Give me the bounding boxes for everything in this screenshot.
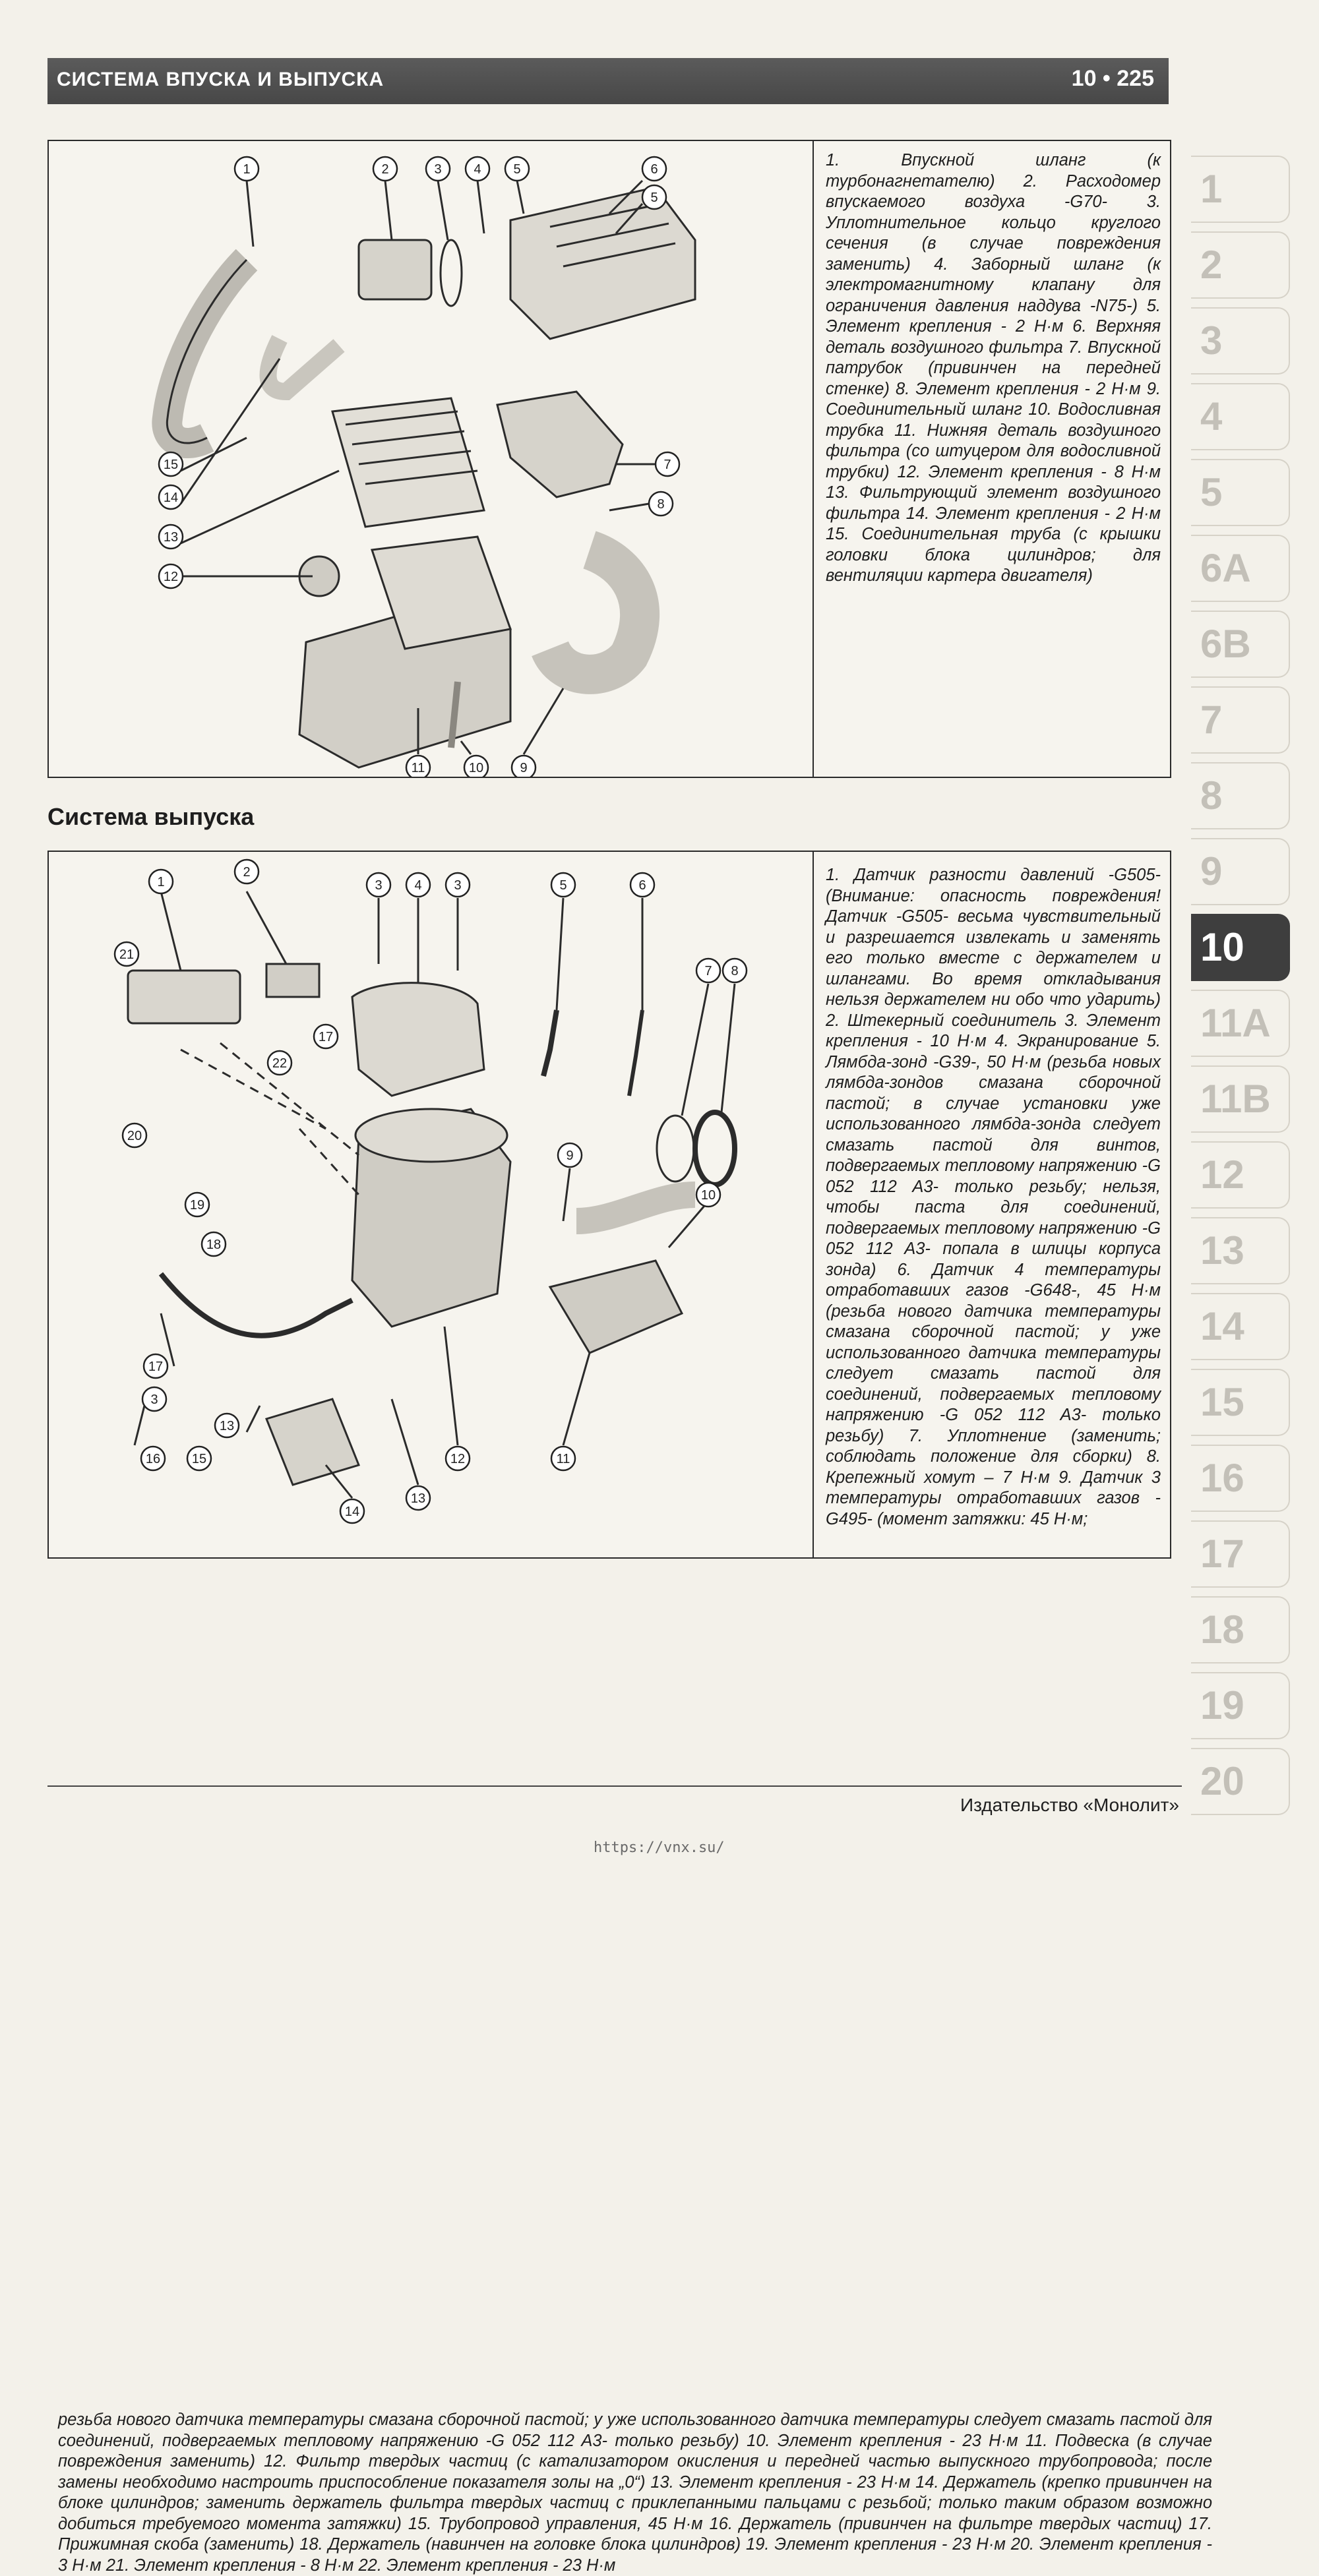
svg-text:20: 20 bbox=[127, 1129, 142, 1143]
chapter-tab-5[interactable]: 5 bbox=[1191, 459, 1290, 526]
exhaust-diagram bbox=[49, 852, 814, 1557]
svg-text:12: 12 bbox=[450, 1452, 466, 1466]
svg-text:5: 5 bbox=[513, 162, 521, 177]
intake-exploded-view bbox=[49, 141, 813, 777]
chapter-tab-1[interactable]: 1 bbox=[1191, 156, 1290, 223]
chapter-tab-11b[interactable]: 11B bbox=[1191, 1065, 1290, 1133]
svg-text:9: 9 bbox=[566, 1149, 574, 1163]
publisher-name: Издательство «Монолит» bbox=[960, 1795, 1179, 1815]
svg-text:8: 8 bbox=[657, 497, 665, 512]
svg-text:7: 7 bbox=[704, 964, 712, 978]
svg-text:13: 13 bbox=[163, 530, 179, 545]
exhaust-legend-side: 1. Датчик разности давлений -G505- (Внимание: опасность повреждения! Датчик -G505- весьма чувствительный и разрешается извлекать и заменять его только вместе с держателем и шлангами. Во время откладывания нельзя держателем ни обо что ударить) 2. Штекерный соединитель 3. Элемент крепления - 10 Н·м 4. Экранирование 5. Лямбда-зонд -G39-, 50 Н·м (резьба новых лямбда-зондов смазана сборочной пастой; в случае установки уже использованного лямбда-зонда следует смазать пастой для винтов, подвергаемых тепловому напряжению -G 052 112 A3- только резьбу; нельзя, чтобы паста для соединений, подвергаемых тепловому напряжению -G 052 112 A3- попала в шлицы корпуса зонда) 6. Датчик 4 температуры отработавших газов -G648-, 45 Н·м (резьба нового датчика температуры смазана сборочной пастой; у уже использованного датчика температуры следует смазать пастой для соединений, подвергаемых тепловому напряжению -G 052 112 A3- только резьбу) 7. Уплотнение (заменить; соблюдать положение для сборки) 8. Крепежный хомут – 7 Н·м 9. Датчик 3 температуры отработавших газов -G495- (момент затяжки: 45 Н·м; bbox=[826, 866, 1161, 1528]
svg-text:10: 10 bbox=[700, 1188, 716, 1203]
chapter-tab-6b[interactable]: 6B bbox=[1191, 611, 1290, 678]
page-header bbox=[47, 58, 1169, 104]
chapter-tab-3[interactable]: 3 bbox=[1191, 307, 1290, 374]
chapter-tab-7[interactable]: 7 bbox=[1191, 686, 1290, 754]
chapter-tab-9[interactable]: 9 bbox=[1191, 838, 1290, 905]
svg-text:6: 6 bbox=[650, 162, 658, 177]
chapter-tab-14[interactable]: 14 bbox=[1191, 1293, 1290, 1360]
chapter-tab-4[interactable]: 4 bbox=[1191, 383, 1290, 450]
svg-text:19: 19 bbox=[189, 1198, 205, 1213]
svg-text:15: 15 bbox=[163, 458, 179, 472]
svg-text:1: 1 bbox=[157, 875, 165, 889]
chapter-tab-13[interactable]: 13 bbox=[1191, 1217, 1290, 1284]
svg-text:18: 18 bbox=[206, 1238, 222, 1252]
svg-text:4: 4 bbox=[474, 162, 481, 177]
intake-panel bbox=[47, 140, 1171, 778]
svg-text:2: 2 bbox=[381, 162, 389, 177]
svg-text:5: 5 bbox=[559, 878, 567, 893]
svg-text:3: 3 bbox=[434, 162, 442, 177]
svg-text:10: 10 bbox=[468, 761, 484, 775]
svg-text:17: 17 bbox=[318, 1030, 334, 1044]
chapter-tab-2[interactable]: 2 bbox=[1191, 231, 1290, 299]
svg-text:15: 15 bbox=[191, 1452, 207, 1466]
intake-legend: 1. Впускной шланг (к турбонагнетателю) 2. Расходомер впускаемого воздуха -G70- 3. Уплотнительное кольцо круглого сечения (в случае повреждения заменить) 4. Заборный шланг (к электромагнитному клапану для ограничения давления наддува -N75-) 5. Элемент крепления - 2 Н·м 6. Верхняя деталь воздушного фильтра 7. Впускной патрубок (привинчен на передней стенке) 8. Элемент крепления - 2 Н·м 9. Соединительный шланг 10. Водосливная трубка 11. Нижняя деталь воздушного фильтра (со штуцером для водосливной трубки) 12. Элемент крепления - 8 Н·м 13. Фильтрующий элемент воздушного фильтра 14. Элемент крепления - 2 Н·м 15. Соединительная труба (с крышки головки блока цилиндров; для вентиляции картера двигателя) bbox=[826, 151, 1161, 585]
chapter-tab-20[interactable]: 20 bbox=[1191, 1748, 1290, 1815]
source-url[interactable]: https://vnx.su/ bbox=[594, 1840, 725, 1856]
chapter-tab-19[interactable]: 19 bbox=[1191, 1672, 1290, 1739]
page-number: 10 • 225 bbox=[1071, 66, 1154, 91]
svg-text:13: 13 bbox=[219, 1419, 235, 1433]
chapter-tab-18[interactable]: 18 bbox=[1191, 1596, 1290, 1663]
svg-text:14: 14 bbox=[163, 491, 179, 505]
svg-text:12: 12 bbox=[163, 570, 179, 584]
svg-text:14: 14 bbox=[344, 1505, 360, 1519]
svg-text:2: 2 bbox=[243, 865, 251, 880]
exhaust-legend-continued: резьба нового датчика температуры смазана сборочной пастой; у уже использованного датчика температуры следует смазать пастой для соединений, подвергаемых тепловому напряжению -G 052 112 A3- только резьбу) 10. Элемент крепления - 23 Н·м 11. Подвеска (в случае повреждения заменить) 12. Фильтр твердых частиц (с катализатором окисления и передней частью выпускного трубопровода; после замены необходимо настроить приспособление показателя золы на „0“) 13. Элемент крепления - 23 Н·м 14. Держатель (крепко привинчен на блоке цилиндров; заменить держатель фильтра твердых частиц с приклепанными пальцами с резьбой; только таким образом возможно добиться требуемого момента затяжки) 15. Трубопровод управления, 45 Н·м 16. Держатель (привинчен на фильтре твердых частиц) 17. Прижимная скоба (заменить) 18. Держатель (навинчен на головке блока цилиндров) 19. Элемент крепления - 23 Н·м 20. Элемент крепления - 3 Н·м 21. Элемент крепления - 8 Н·м 22. Элемент крепления - 23 Н·м bbox=[58, 2411, 1212, 2575]
svg-text:13: 13 bbox=[410, 1491, 426, 1506]
svg-text:1: 1 bbox=[243, 162, 251, 177]
exhaust-heading: Система выпуска bbox=[47, 803, 255, 830]
footer-rule bbox=[47, 1785, 1182, 1787]
chapter-tab-11a[interactable]: 11A bbox=[1191, 990, 1290, 1057]
svg-text:4: 4 bbox=[414, 878, 422, 893]
chapter-tab-15[interactable]: 15 bbox=[1191, 1369, 1290, 1436]
svg-text:3: 3 bbox=[150, 1393, 158, 1407]
chapter-tab-8[interactable]: 8 bbox=[1191, 762, 1290, 829]
chapter-tab-12[interactable]: 12 bbox=[1191, 1141, 1290, 1209]
svg-text:16: 16 bbox=[145, 1452, 161, 1466]
chapter-tab-17[interactable]: 17 bbox=[1191, 1520, 1290, 1588]
intake-diagram bbox=[49, 141, 814, 777]
exhaust-exploded-view bbox=[49, 852, 813, 1557]
chapter-tab-10[interactable]: 10 bbox=[1191, 914, 1290, 981]
svg-text:6: 6 bbox=[638, 878, 646, 893]
svg-text:3: 3 bbox=[375, 878, 383, 893]
svg-text:8: 8 bbox=[731, 964, 739, 978]
svg-text:17: 17 bbox=[148, 1360, 164, 1374]
chapter-tabs bbox=[1191, 156, 1290, 1824]
svg-text:5: 5 bbox=[650, 191, 658, 205]
chapter-tab-16[interactable]: 16 bbox=[1191, 1445, 1290, 1512]
svg-text:11: 11 bbox=[411, 761, 425, 775]
svg-text:7: 7 bbox=[663, 458, 671, 472]
chapter-tab-6a[interactable]: 6A bbox=[1191, 535, 1290, 602]
svg-text:9: 9 bbox=[520, 761, 528, 775]
svg-text:22: 22 bbox=[272, 1056, 288, 1071]
svg-text:3: 3 bbox=[454, 878, 462, 893]
svg-text:21: 21 bbox=[119, 947, 135, 962]
section-title: СИСТЕМА ВПУСКА И ВЫПУСКА bbox=[57, 69, 384, 90]
svg-text:11: 11 bbox=[556, 1452, 570, 1466]
